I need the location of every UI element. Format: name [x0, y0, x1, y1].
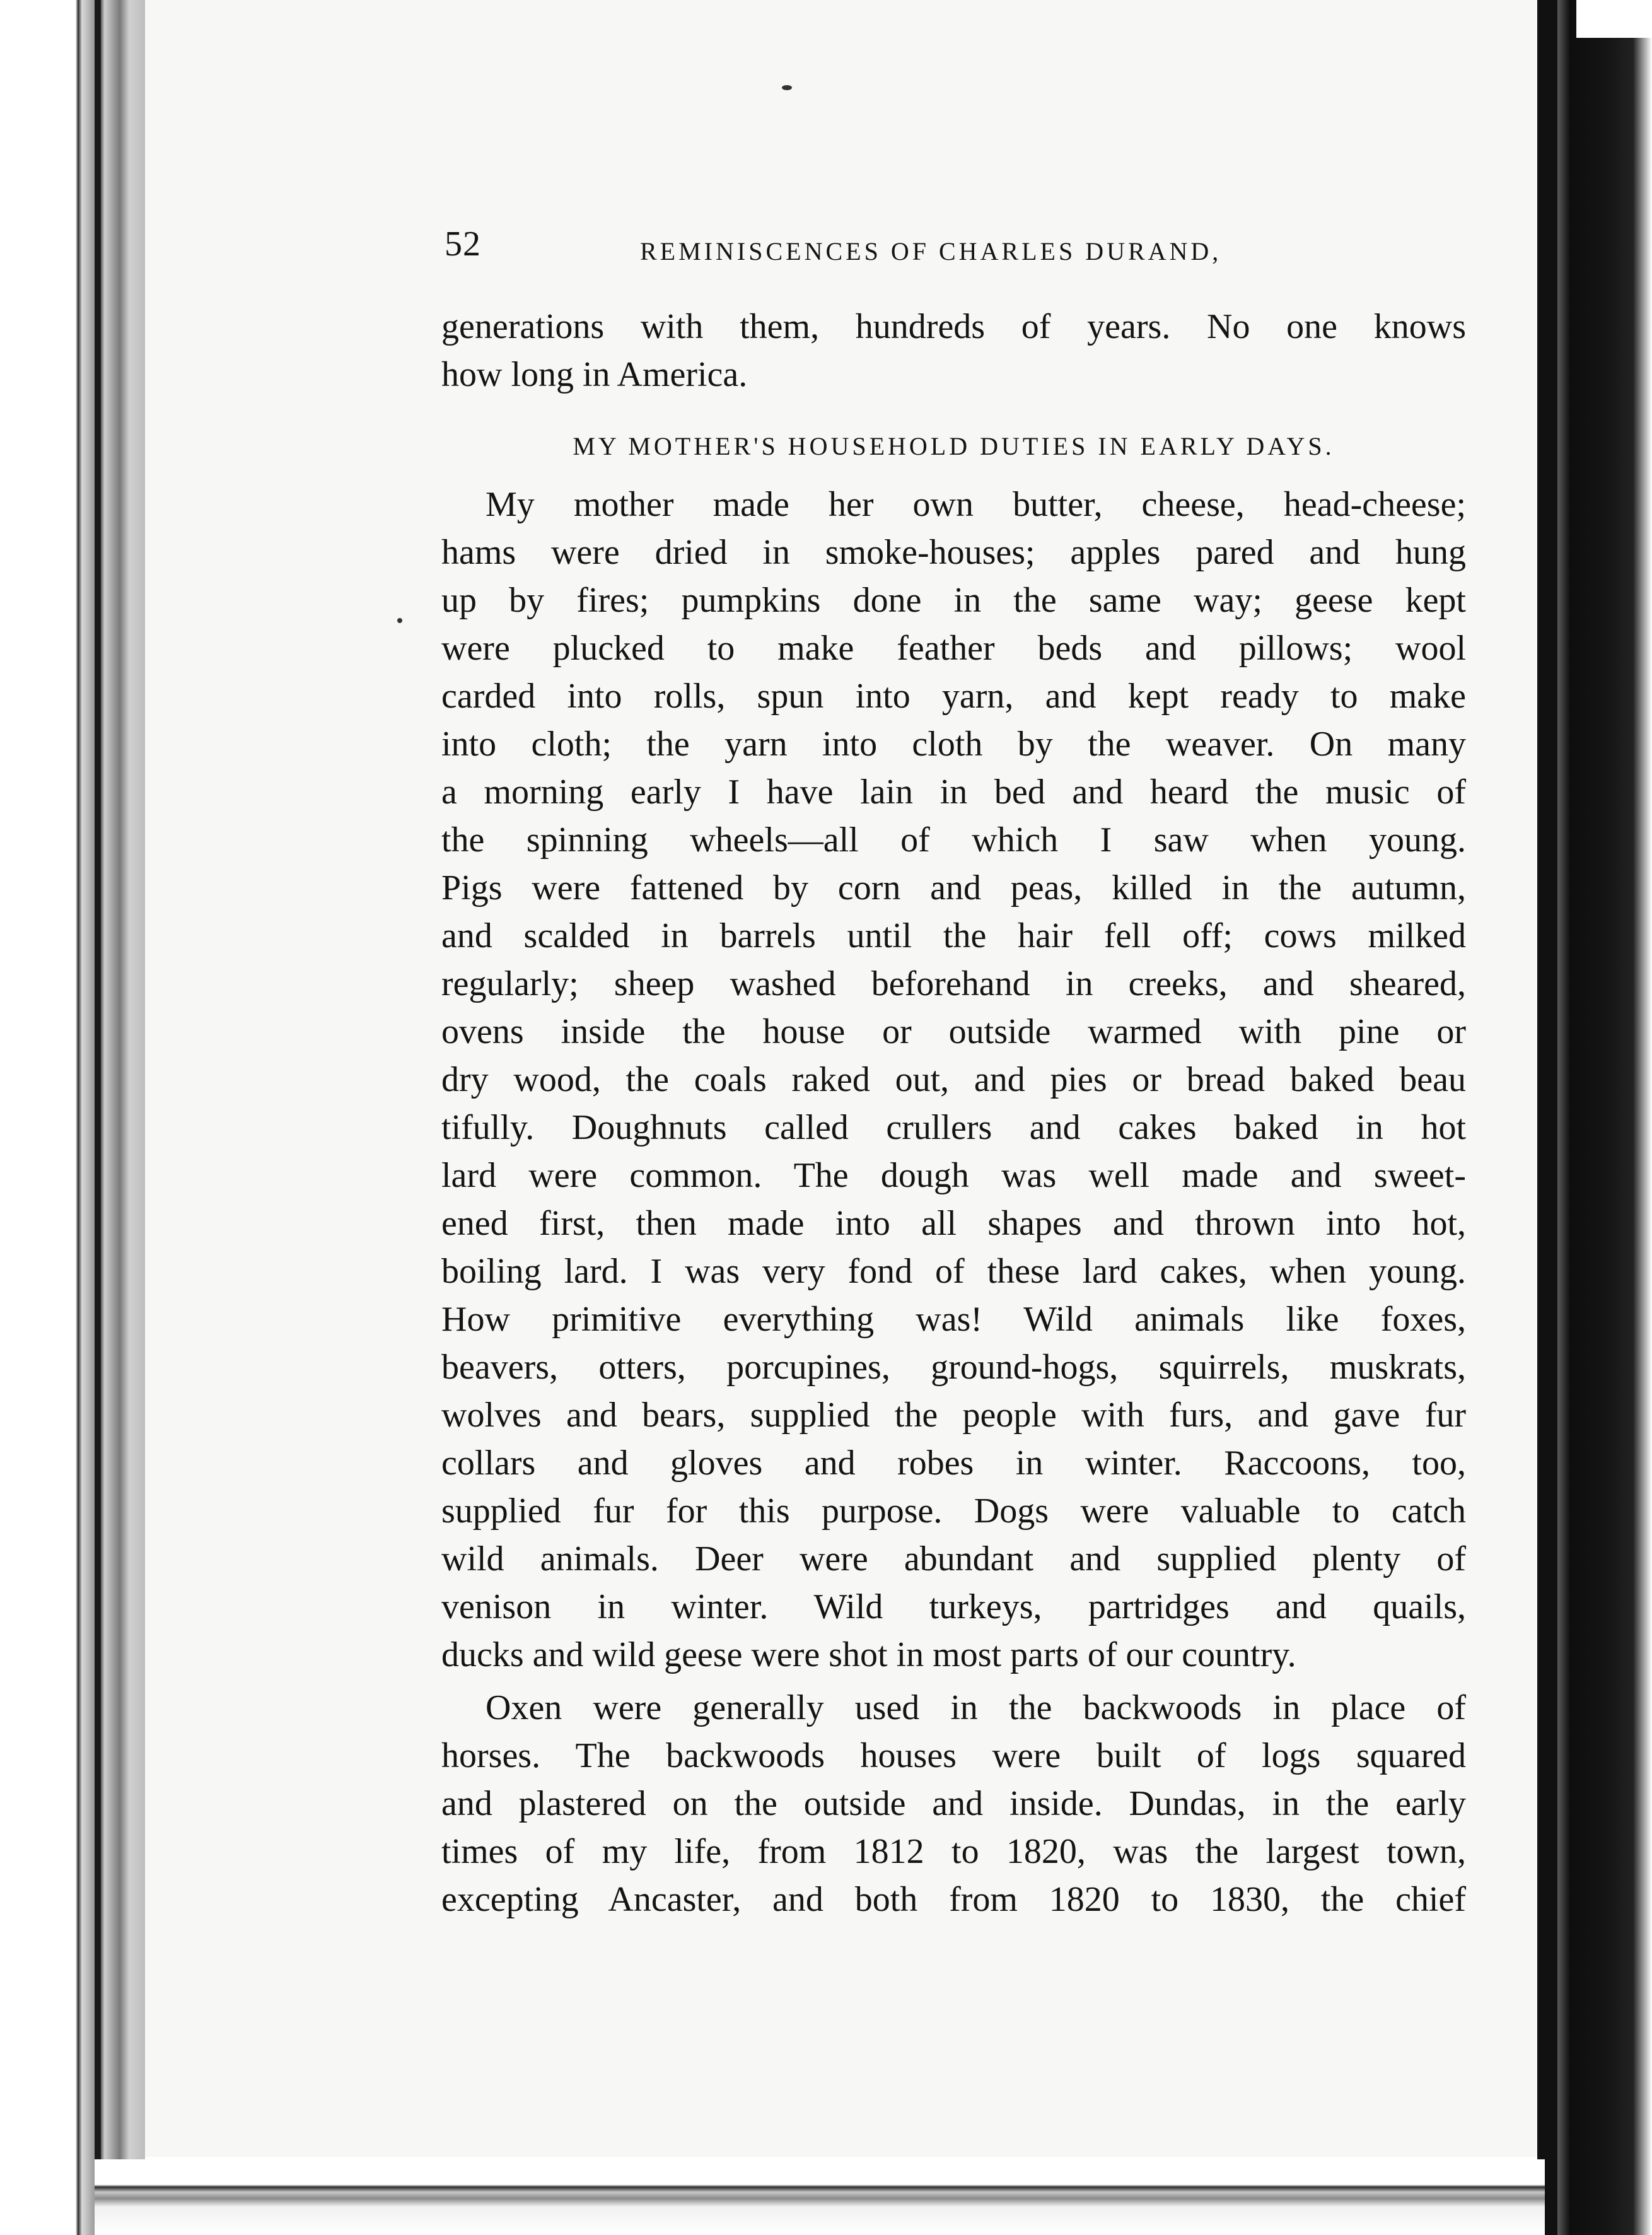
scan-frame-left-rule [95, 0, 101, 2235]
text-line: and scalded in barrels until the hair fell off; cows milked [441, 916, 1466, 955]
text-line: ovens inside the house or outside warmed with pine or [441, 1012, 1466, 1051]
text-line: Oxen were generally used in the backwoods in place of [486, 1688, 1466, 1727]
text-line: the spinning wheels—all of which I saw when young. [441, 820, 1466, 860]
running-head: REMINISCENCES OF CHARLES DURAND, [640, 237, 1222, 266]
text-line: lard were common. The dough was well made and sweet- [441, 1156, 1466, 1195]
text-line: supplied fur for this purpose. Dogs were valuable to catch [441, 1491, 1466, 1531]
scan-speck [397, 618, 402, 623]
book-binding-bottom-edge [95, 2159, 1545, 2235]
text-line: ened first, then made into all shapes and thrown into hot, [441, 1204, 1466, 1243]
text-line: horses. The backwoods houses were built of logs squared [441, 1736, 1466, 1775]
page-header [445, 224, 1516, 274]
text-line: were plucked to make feather beds and pillows; wool [441, 629, 1466, 668]
text-line: My mother made her own butter, cheese, head-cheese; [486, 485, 1466, 524]
text-line: boiling lard. I was very fond of these lard cakes, when young. [441, 1252, 1466, 1291]
text-line: and plastered on the outside and inside. Dundas, in the early [441, 1784, 1466, 1823]
text-line: up by fires; pumpkins done in the same way; geese kept [441, 581, 1466, 620]
paragraph-household-duties [441, 481, 1466, 1679]
page-body [441, 303, 1466, 1923]
opening-lines [441, 303, 1466, 399]
text-line: dry wood, the coals raked out, and pies or bread baked beau [441, 1060, 1466, 1099]
text-line: Pigs were fattened by corn and peas, killed in the autumn, [441, 868, 1466, 907]
text-line: times of my life, from 1812 to 1820, was the largest town, [441, 1832, 1466, 1871]
scan-speck [782, 85, 792, 90]
text-line: ducks and wild geese were shot in most parts of our country. [441, 1635, 1296, 1674]
paragraph-oxen [441, 1684, 1466, 1923]
text-line: collars and gloves and robes in winter. Raccoons, too, [441, 1444, 1466, 1483]
text-line: excepting Ancaster, and both from 1820 to 1830, the chief [441, 1880, 1466, 1919]
section-heading: MY MOTHER'S HOUSEHOLD DUTIES IN EARLY DAYS. [573, 432, 1335, 460]
book-binding-left-edge [0, 0, 145, 2235]
text-line: carded into rolls, spun into yarn, and kept ready to make [441, 677, 1466, 716]
book-binding-right-edge [1557, 0, 1652, 2235]
text-line: regularly; sheep washed beforehand in creeks, and sheared, [441, 964, 1466, 1003]
page-shadow-right [1537, 0, 1557, 2235]
text-line: beavers, otters, porcupines, ground-hogs, squirrels, muskrats, [441, 1348, 1466, 1387]
text-line: into cloth; the yarn into cloth by the weaver. On many [441, 725, 1466, 764]
paragraph-gap [441, 1679, 1466, 1684]
text-line: How primitive everything was! Wild animals like foxes, [441, 1300, 1466, 1339]
page-number: 52 [445, 225, 481, 264]
text-line: generations with them, hundreds of years. No one knows [441, 307, 1466, 346]
scan-corner [1576, 0, 1652, 38]
text-line: hams were dried in smoke-houses; apples pared and hung [441, 533, 1466, 572]
text-line: a morning early I have lain in bed and heard the music of [441, 773, 1466, 812]
text-line: how long in America. [441, 355, 748, 394]
text-line: venison in winter. Wild turkeys, partridges and quails, [441, 1587, 1466, 1626]
text-line: wild animals. Deer were abundant and supplied plenty of [441, 1539, 1466, 1579]
text-line: wolves and bears, supplied the people with furs, and gave fur [441, 1396, 1466, 1435]
text-line: tifully. Doughnuts called crullers and cakes baked in hot [441, 1108, 1466, 1147]
